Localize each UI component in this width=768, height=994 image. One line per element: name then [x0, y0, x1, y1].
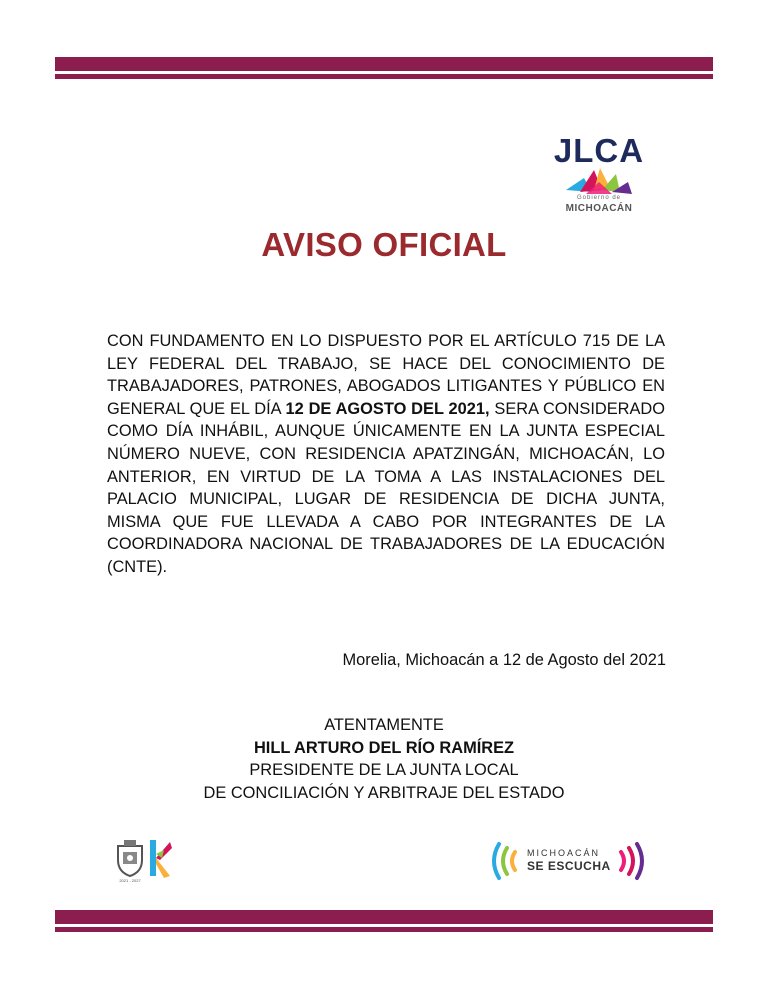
government-seal-group	[110, 838, 172, 884]
notice-body-part2: SERA CONSIDERADO COMO DÍA INHÁBIL, AUNQUE ÚNICAMENTE EN LA JUNTA ESPECIAL NÚMERO NUEVE, CON RESIDENCIA APATZINGÁN, MICHOACÁN, LO ANTERIOR, EN VIRTUD DE LA TOMA A LAS INSTALACIONES DEL PALACIO MUNICIPAL, LUGAR DE RESIDENCIA DE DICHA JUNTA, MISMA QUE FUE LLEVADA A CABO POR INTEGRANTES DE LA COORDINADORA NACIONAL DE TRABAJADORES DE LA EDUCACIÓN (CNTE).	[107, 399, 665, 576]
campaign-line1: MICHOACÁN	[527, 848, 601, 858]
k-brand-icon	[150, 840, 172, 880]
page-title: AVISO OFICIAL	[261, 226, 507, 263]
signatory-name: HILL ARTURO DEL RÍO RAMÍREZ	[253, 738, 515, 757]
place-and-date: Morelia, Michoacán a 12 de Agosto del 2021	[342, 651, 666, 669]
jlca-government-line: Gobierno de	[576, 195, 622, 201]
signatory-role-line1: PRESIDENTE DE LA JUNTA LOCAL	[249, 761, 519, 779]
campaign-line2: SE ESCUCHA	[527, 859, 611, 873]
signature-block	[0, 714, 768, 804]
closing-text: ATENTAMENTE	[324, 716, 444, 734]
crown-burst-icon	[566, 168, 632, 196]
bottom-decorative-band	[55, 910, 713, 932]
jlca-brand-text: JLCA	[553, 132, 645, 169]
campaign-logo	[487, 838, 651, 884]
notice-bold-date: 12 DE AGOSTO DEL 2021,	[285, 399, 490, 418]
signatory-role-line2: DE CONCILIACIÓN Y ARBITRAJE DEL ESTADO	[203, 783, 565, 802]
jlca-state-name: MICHOACÁN	[565, 203, 633, 214]
coat-of-arms-icon	[110, 838, 150, 878]
top-decorative-band	[55, 57, 713, 79]
notice-body	[107, 330, 665, 579]
notice-body-part1: CON FUNDAMENTO EN LO DISPUESTO POR EL ARTÍCULO 715 DE LA LEY FEDERAL DEL TRABAJO, SE HACE DEL CONOCIMIENTO DE TRABAJADORES, PATRONES, ABOGADOS LITIGANTES Y PÚBLICO EN GENERAL QUE EL DÍA	[107, 332, 665, 418]
jlca-logo	[548, 133, 650, 219]
seal-years: 2021 - 2027	[119, 878, 141, 883]
